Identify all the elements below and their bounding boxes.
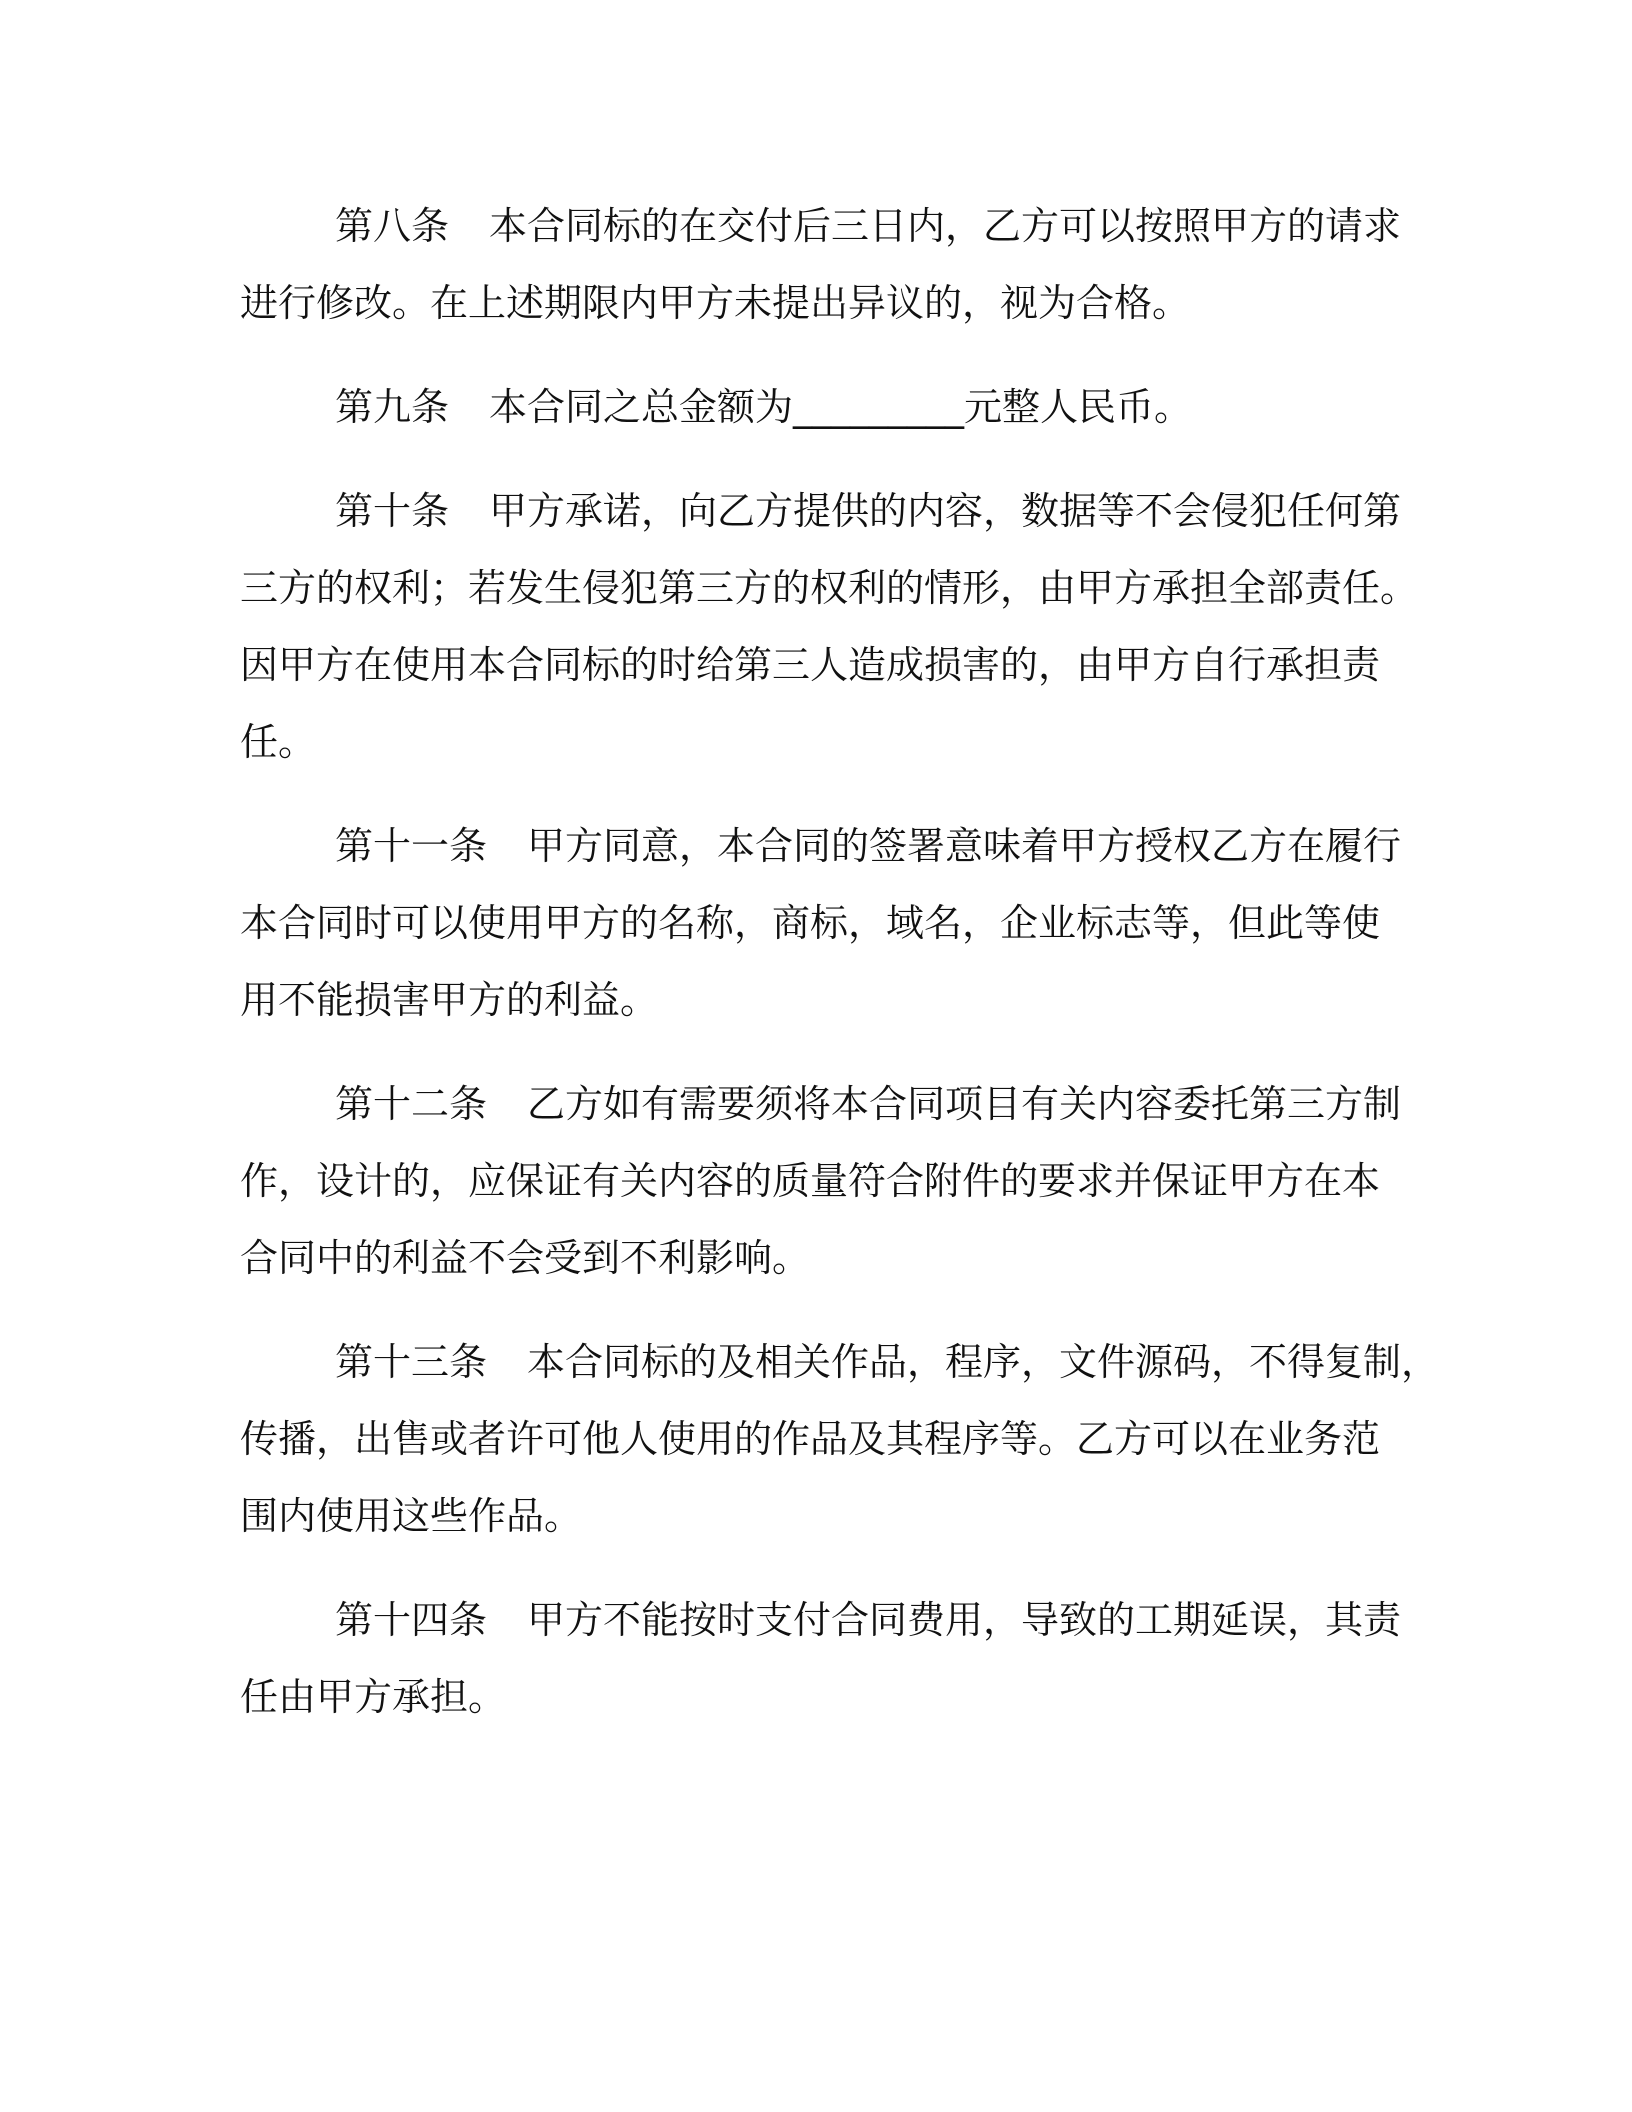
article-first-line (240, 808, 1420, 885)
article-number: 第十一条 (335, 824, 488, 868)
article-9 (240, 369, 1420, 446)
article-8 (240, 188, 1420, 342)
article-text: 用不能损害甲方的利益。 (240, 978, 659, 1022)
article-text: 作，设计的，应保证有关内容的质量符合附件的要求并保证甲方在本 (240, 1159, 1381, 1203)
article-text: 围内使用这些作品。 (240, 1494, 583, 1538)
article-text: 任由甲方承担。 (240, 1675, 507, 1719)
article-text: 进行修改。在上述期限内甲方未提出异议的，视为合格。 (240, 281, 1191, 325)
contract-articles (240, 188, 1440, 1763)
article-number: 第八条 (335, 204, 450, 248)
article-first-line (240, 1066, 1420, 1143)
article-first-line (240, 188, 1420, 265)
article-text: 本合同之总金额为_________元整人民币。 (489, 385, 1193, 429)
article-first-line (240, 473, 1420, 550)
article-number: 第十二条 (335, 1082, 488, 1126)
article-10 (240, 473, 1420, 781)
article-13 (240, 1324, 1440, 1555)
article-text: 乙方如有需要须将本合同项目有关内容委托第三方制 (527, 1082, 1402, 1126)
article-first-line (240, 1582, 1420, 1659)
article-text: 三方的权利；若发生侵犯第三方的权利的情形，由甲方承担全部责任。 (240, 566, 1419, 610)
article-14 (240, 1582, 1420, 1736)
article-text: 本合同时可以使用甲方的名称，商标，域名，企业标志等，但此等使 (240, 901, 1381, 945)
article-number: 第十条 (335, 489, 450, 533)
article-text: 本合同标的在交付后三日内，乙方可以按照甲方的请求 (489, 204, 1402, 248)
article-11 (240, 808, 1420, 1039)
article-text: 合同中的利益不会受到不利影响。 (240, 1236, 811, 1280)
article-text: 甲方同意，本合同的签署意味着甲方授权乙方在履行 (527, 824, 1402, 868)
article-first-line (240, 1324, 1440, 1401)
article-number: 第九条 (335, 385, 450, 429)
article-12 (240, 1066, 1420, 1297)
article-text: 甲方不能按时支付合同费用，导致的工期延误，其责 (527, 1598, 1402, 1642)
article-text: 甲方承诺，向乙方提供的内容，数据等不会侵犯任何第 (489, 489, 1402, 533)
article-first-line (240, 369, 1420, 446)
article-text: 任。 (240, 720, 317, 764)
article-text: 本合同标的及相关作品，程序，文件源码，不得复制， (527, 1340, 1440, 1384)
article-number: 第十三条 (335, 1340, 488, 1384)
article-text: 因甲方在使用本合同标的时给第三人造成损害的，由甲方自行承担责 (240, 643, 1381, 687)
article-number: 第十四条 (335, 1598, 488, 1642)
article-text: 传播，出售或者许可他人使用的作品及其程序等。乙方可以在业务范 (240, 1417, 1381, 1461)
